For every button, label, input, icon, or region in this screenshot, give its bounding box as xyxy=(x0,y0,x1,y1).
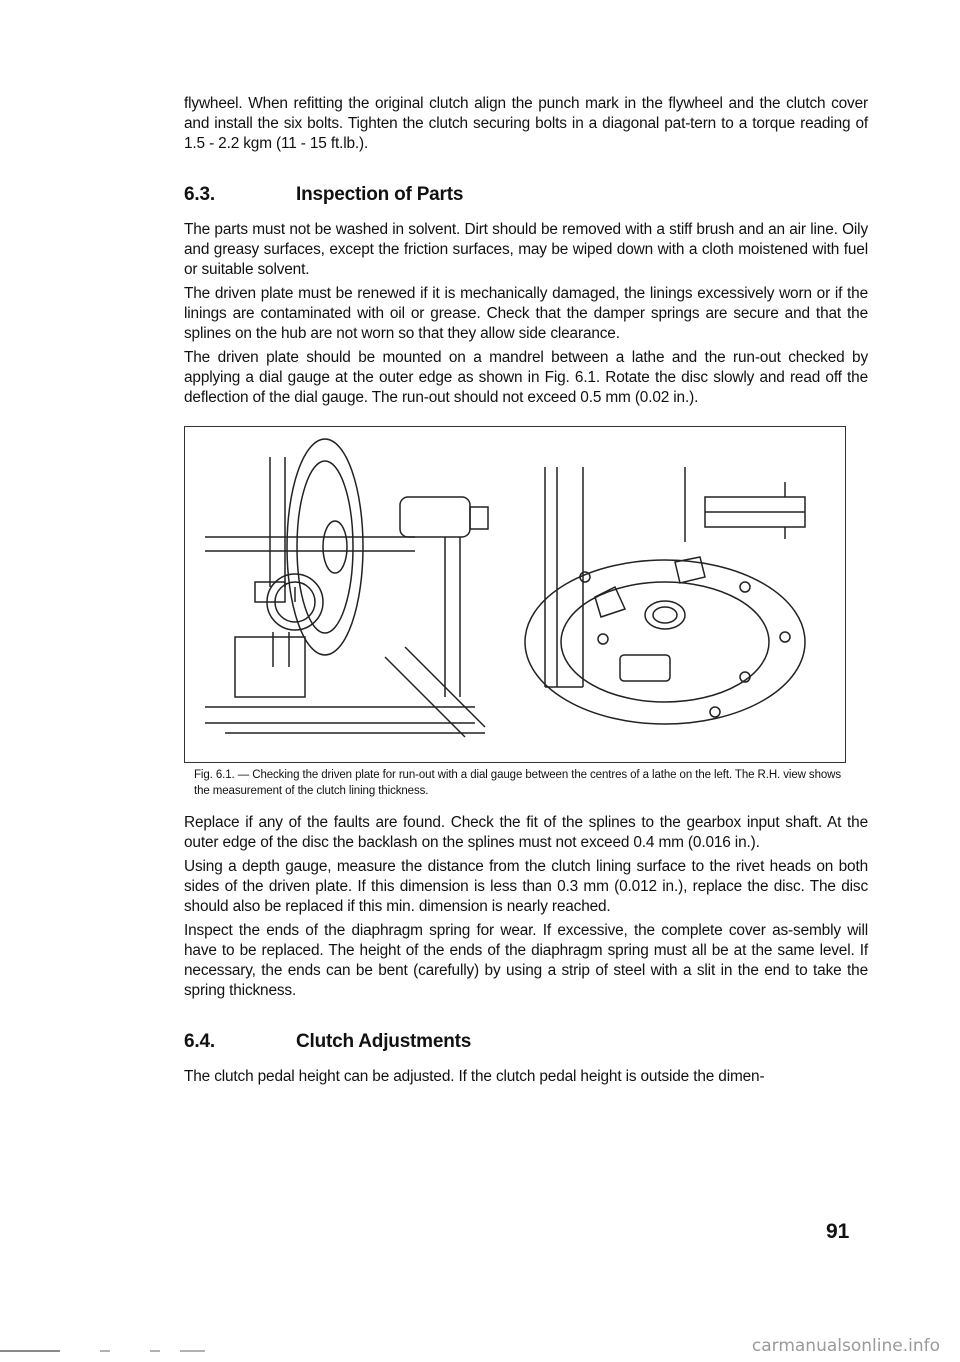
watermark: carmanualsonline.info xyxy=(751,1336,940,1356)
section-number: 6.3. xyxy=(184,184,215,205)
paragraph: The driven plate must be renewed if it is mechanically damaged, the linings excessively worn or if the linings are contaminated with oil or grease. Check that the damper springs are secure and that the splines on the hub are not worn so that they allow side clearance. xyxy=(184,285,868,342)
section-title: Clutch Adjustments xyxy=(296,1031,472,1052)
paragraph-intro: flywheel. When refitting the original clutch align the punch mark in the flywheel and the clutch cover and install the six bolts. Tighten the clutch securing bolts in a diagonal pat-tern to a torque reading of 1.5 - 2.2 kgm (11 - 15 ft.lb.). xyxy=(184,95,868,152)
figure-clutch-runout xyxy=(184,426,846,763)
paragraph: Replace if any of the faults are found. Check the fit of the splines to the gearbox input shaft. At the outer edge of the disc the backlash on the splines must not exceed 0.4 mm (0.016 in.). xyxy=(184,814,868,851)
section-heading-6-3 xyxy=(184,184,868,206)
driven-plate-top xyxy=(525,560,805,724)
paragraph: Using a depth gauge, measure the distance from the clutch lining surface to the rivet heads on both sides of the driven plate. If this dimension is less than 0.3 mm (0.012 in.), replace the disc. The disc should also be replaced if this min. dimension is nearly reached. xyxy=(184,858,868,915)
paragraph: The clutch pedal height can be adjusted. If the clutch pedal height is outside the dimen- xyxy=(184,1068,765,1085)
section-number: 6.4. xyxy=(184,1031,215,1052)
gauge-stand-base xyxy=(235,637,305,697)
page-number: 91 xyxy=(826,1220,850,1243)
section-title: Inspection of Parts xyxy=(296,184,464,205)
driven-plate-side xyxy=(287,439,363,655)
disc-hub xyxy=(645,601,685,629)
page-content xyxy=(184,94,868,1091)
figure-illustration xyxy=(185,427,845,762)
paragraph: Inspect the ends of the diaphragm spring for wear. If excessive, the complete cover as-sembly will have to be replaced. The height of the ends of the diaphragm spring must all be at the same level. If necessary, the ends can be bent (carefully) by using a strip of steel with a slit in the end to take the spring thickness. xyxy=(184,922,868,999)
paragraph: The parts must not be washed in solvent. Dirt should be removed with a stiff brush and an air line. Oily and greasy surfaces, except the friction surfaces, may be wiped down with a cloth moistened with fuel or suitable solvent. xyxy=(184,221,868,278)
section-heading-6-4 xyxy=(184,1031,868,1053)
paragraph: The driven plate should be mounted on a mandrel between a lathe and the run-out checked by applying a dial gauge at the outer edge as shown in Fig. 6.1. Rotate the disc slowly and read off the deflection of the dial gauge. The run-out should not exceed 0.5 mm (0.02 in.). xyxy=(184,349,868,406)
lathe-tailstock xyxy=(400,497,470,537)
figure-caption: Fig. 6.1. — Checking the driven plate for run-out with a dial gauge between the centres of a lathe on the left. The R.H. view shows the measurement of the clutch lining thickness. xyxy=(194,769,842,797)
